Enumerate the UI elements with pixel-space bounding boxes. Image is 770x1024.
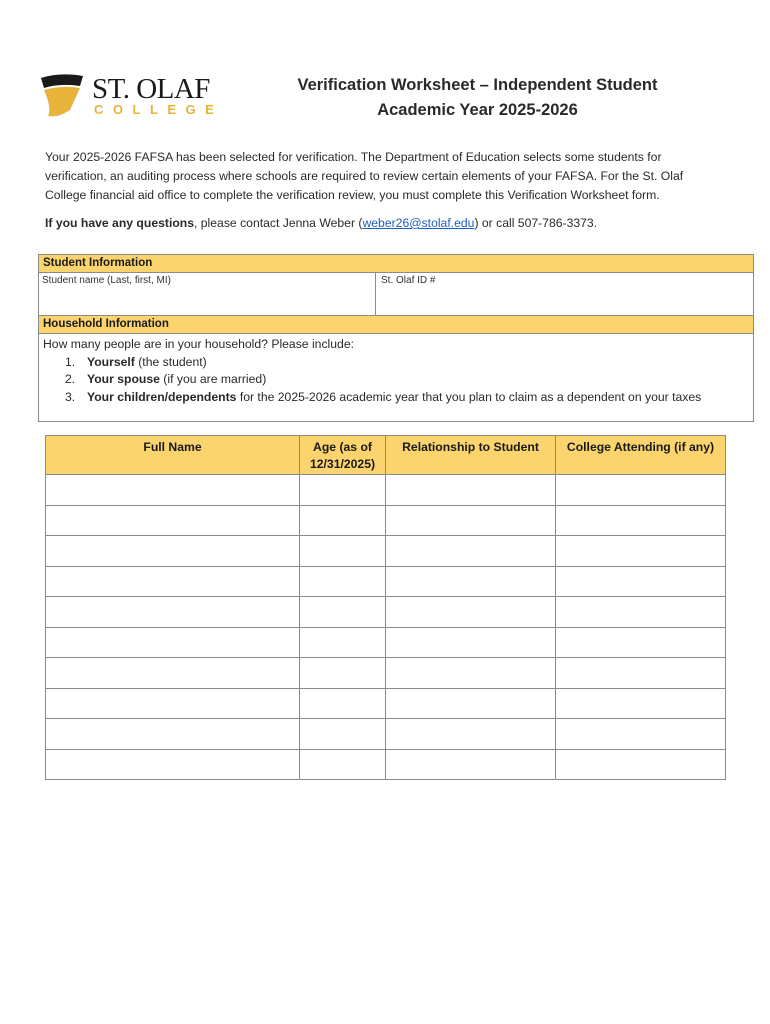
full-name-cell[interactable] [46, 658, 300, 689]
table-row [46, 475, 726, 506]
full-name-cell[interactable] [46, 749, 300, 780]
list-item: 2. Your spouse (if you are married) [65, 372, 267, 386]
full-name-cell[interactable] [46, 597, 300, 628]
student-name-field[interactable] [39, 273, 376, 316]
household-information-heading: Household Information [39, 316, 753, 334]
age-cell[interactable] [300, 475, 386, 506]
list-item: 1. Yourself (the student) [65, 354, 207, 369]
table-row [46, 658, 726, 689]
page-title: Verification Worksheet – Independent Student [297, 76, 658, 94]
full-name-cell[interactable] [46, 627, 300, 658]
full-name-cell[interactable] [46, 566, 300, 597]
contact-email-link[interactable]: weber26@stolaf.edu [362, 216, 475, 230]
age-cell[interactable] [300, 505, 386, 536]
college-cell[interactable] [556, 749, 726, 780]
student-name-label: Student name (Last, first, MI) [42, 275, 171, 286]
list-item: 3. Your children/dependents for the 2025-2026 academic year that you plan to claim as a dependent on your taxes [65, 389, 702, 404]
st-olaf-shield-icon [40, 72, 84, 118]
table-row [46, 719, 726, 750]
relationship-cell[interactable] [386, 505, 556, 536]
student-id-label: St. Olaf ID # [381, 275, 436, 286]
relationship-cell[interactable] [386, 658, 556, 689]
table-row [46, 566, 726, 597]
full-name-cell[interactable] [46, 688, 300, 719]
college-cell[interactable] [556, 597, 726, 628]
full-name-cell[interactable] [46, 475, 300, 506]
relationship-cell[interactable] [386, 749, 556, 780]
table-row [46, 536, 726, 567]
column-header-age: Age (as of 12/31/2025) [300, 436, 386, 475]
college-cell[interactable] [556, 719, 726, 750]
age-cell[interactable] [300, 719, 386, 750]
college-cell[interactable] [556, 688, 726, 719]
full-name-cell[interactable] [46, 505, 300, 536]
relationship-cell[interactable] [386, 627, 556, 658]
college-cell[interactable] [556, 536, 726, 567]
intro-paragraph: Your 2025-2026 FAFSA has been selected for verification. The Department of Education selects some students for verification, an auditing process where schools are required to review certain elements of your FAFSA. For the St. Olaf College financial aid office to complete the verification review, you must complete this Verification Worksheet form. [45, 150, 684, 202]
relationship-cell[interactable] [386, 475, 556, 506]
contact-pre: , please contact Jenna Weber ( [194, 216, 363, 230]
college-cell[interactable] [556, 627, 726, 658]
contact-line [45, 214, 725, 233]
relationship-cell[interactable] [386, 688, 556, 719]
page-subtitle: Academic Year 2025-2026 [377, 101, 578, 119]
contact-post: ) or call 507-786-3373. [474, 216, 598, 230]
relationship-cell[interactable] [386, 536, 556, 567]
table-row [46, 627, 726, 658]
college-cell[interactable] [556, 475, 726, 506]
column-header-full-name: Full Name [46, 436, 300, 475]
age-cell[interactable] [300, 688, 386, 719]
table-row [46, 688, 726, 719]
college-cell[interactable] [556, 505, 726, 536]
logo-subtitle: COLLEGE [94, 102, 224, 117]
logo-name: ST. OLAF [92, 73, 210, 105]
relationship-cell[interactable] [386, 566, 556, 597]
household-members-table [45, 435, 726, 780]
table-row [46, 749, 726, 780]
column-header-relationship: Relationship to Student [386, 436, 556, 475]
student-information-heading: Student Information [39, 255, 753, 273]
relationship-cell[interactable] [386, 719, 556, 750]
household-include-list [39, 354, 753, 407]
college-cell[interactable] [556, 566, 726, 597]
age-cell[interactable] [300, 536, 386, 567]
relationship-cell[interactable] [386, 597, 556, 628]
age-cell[interactable] [300, 597, 386, 628]
st-olaf-logo [40, 72, 222, 122]
full-name-cell[interactable] [46, 536, 300, 567]
age-cell[interactable] [300, 658, 386, 689]
full-name-cell[interactable] [46, 719, 300, 750]
age-cell[interactable] [300, 627, 386, 658]
household-question: How many people are in your household? Please include: [43, 337, 354, 351]
column-header-college: College Attending (if any) [556, 436, 726, 475]
table-row [46, 505, 726, 536]
student-information-section [38, 254, 754, 316]
contact-bold-lead: If you have any questions [45, 216, 194, 230]
college-cell[interactable] [556, 658, 726, 689]
household-information-section [38, 316, 754, 422]
age-cell[interactable] [300, 566, 386, 597]
table-row [46, 597, 726, 628]
student-id-field[interactable] [376, 273, 753, 316]
household-table-body [46, 475, 726, 780]
age-cell[interactable] [300, 749, 386, 780]
